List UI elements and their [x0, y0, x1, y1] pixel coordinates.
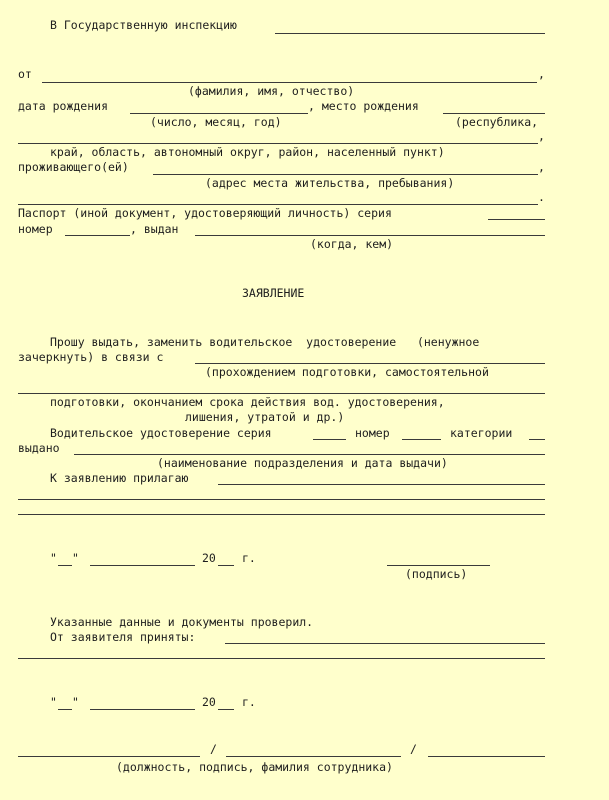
- comma: ,: [538, 67, 545, 81]
- residing-label: проживающего(ей): [18, 160, 129, 174]
- signature-field[interactable]: [387, 565, 490, 566]
- birth-place-field-2[interactable]: [18, 143, 538, 144]
- fio-hint: (фамилия, имя, отчество): [188, 84, 355, 98]
- month-field[interactable]: [90, 565, 195, 566]
- number-label: номер: [18, 222, 53, 236]
- day-field-2[interactable]: [58, 709, 72, 710]
- request-line-1: Прошу выдать, заменить водительское удостоверение (ненужное: [50, 335, 480, 349]
- year-prefix: 20: [202, 551, 216, 565]
- address-field-2[interactable]: [18, 204, 538, 205]
- signature-hint: (подпись): [405, 567, 468, 581]
- slash-2: /: [410, 742, 417, 756]
- addressee-label: В Государственную инспекцию: [50, 18, 237, 32]
- checked-label: Указанные данные и документы проверил.: [50, 615, 314, 629]
- issued-by-label: выдано: [18, 441, 60, 455]
- attach-label: К заявлению прилагаю: [50, 471, 189, 485]
- fio-field[interactable]: [42, 82, 537, 83]
- license-category-field[interactable]: [529, 439, 545, 440]
- birth-place-label: , место рождения: [308, 99, 419, 113]
- year-suffix: г.: [242, 551, 256, 565]
- reason-hint-3: лишения, утратой и др.): [185, 410, 345, 424]
- year-field-2[interactable]: [218, 709, 234, 710]
- officer-hint: (должность, подпись, фамилия сотрудника): [116, 760, 393, 774]
- region-hint: край, область, автономный округ, район, населенный пункт): [50, 145, 445, 159]
- license-number-field[interactable]: [402, 439, 441, 440]
- officer-signature-field[interactable]: [226, 756, 401, 757]
- form-title: ЗАЯВЛЕНИЕ: [242, 286, 305, 300]
- when-by-hint: (когда, кем): [310, 237, 394, 251]
- day-field[interactable]: [58, 565, 72, 566]
- from-label: от: [18, 67, 32, 81]
- year-field[interactable]: [218, 565, 234, 566]
- passport-series-field[interactable]: [488, 219, 545, 220]
- license-series-field[interactable]: [313, 439, 346, 440]
- division-hint: (наименование подразделения и дата выдачи): [157, 456, 448, 470]
- comma: ,: [538, 129, 545, 143]
- license-number-label: номер: [355, 426, 390, 440]
- republic-hint: (республика,: [455, 115, 539, 129]
- birth-place-field[interactable]: [443, 113, 545, 114]
- officer-name-field[interactable]: [428, 756, 545, 757]
- slash-1: /: [210, 742, 217, 756]
- birth-date-field[interactable]: [130, 113, 308, 114]
- quote-close: ": [72, 551, 79, 565]
- accepted-field[interactable]: [225, 643, 545, 644]
- request-line-2: зачеркнуть) в связи с: [18, 350, 164, 364]
- accepted-field-2[interactable]: [18, 658, 545, 659]
- period: .: [538, 190, 545, 204]
- attach-field-1[interactable]: [218, 484, 545, 485]
- position-field[interactable]: [18, 756, 200, 757]
- quote-open: ": [50, 551, 57, 565]
- passport-label: Паспорт (иной документ, удостоверяющий личность) серия: [18, 206, 392, 220]
- issued-by-field[interactable]: [74, 454, 545, 455]
- license-series-label: Водительское удостоверение серия: [50, 426, 272, 440]
- reason-hint-1: (прохождением подготовки, самостоятельной: [205, 365, 489, 379]
- quote-open: ": [50, 695, 57, 709]
- date-hint: (число, месяц, год): [150, 115, 282, 129]
- inspection-field[interactable]: [275, 33, 545, 34]
- reason-field[interactable]: [195, 363, 545, 364]
- reason-hint-2: подготовки, окончанием срока действия вод. удостоверения,: [50, 395, 445, 409]
- year-suffix: г.: [242, 695, 256, 709]
- quote-close: ": [72, 695, 79, 709]
- address-hint: (адрес места жительства, пребывания): [205, 176, 455, 190]
- issued-label: , выдан: [130, 222, 179, 236]
- reason-field-2[interactable]: [18, 393, 545, 394]
- birth-date-label: дата рождения: [18, 99, 109, 113]
- address-field[interactable]: [153, 174, 538, 175]
- attach-field-2[interactable]: [18, 499, 545, 500]
- accepted-label: От заявителя приняты:: [50, 630, 196, 644]
- passport-issued-field[interactable]: [195, 235, 545, 236]
- attach-field-3[interactable]: [18, 514, 545, 515]
- passport-number-field[interactable]: [65, 235, 130, 236]
- year-prefix: 20: [202, 695, 216, 709]
- comma: ,: [538, 160, 545, 174]
- license-category-label: категории: [450, 426, 513, 440]
- month-field-2[interactable]: [90, 709, 195, 710]
